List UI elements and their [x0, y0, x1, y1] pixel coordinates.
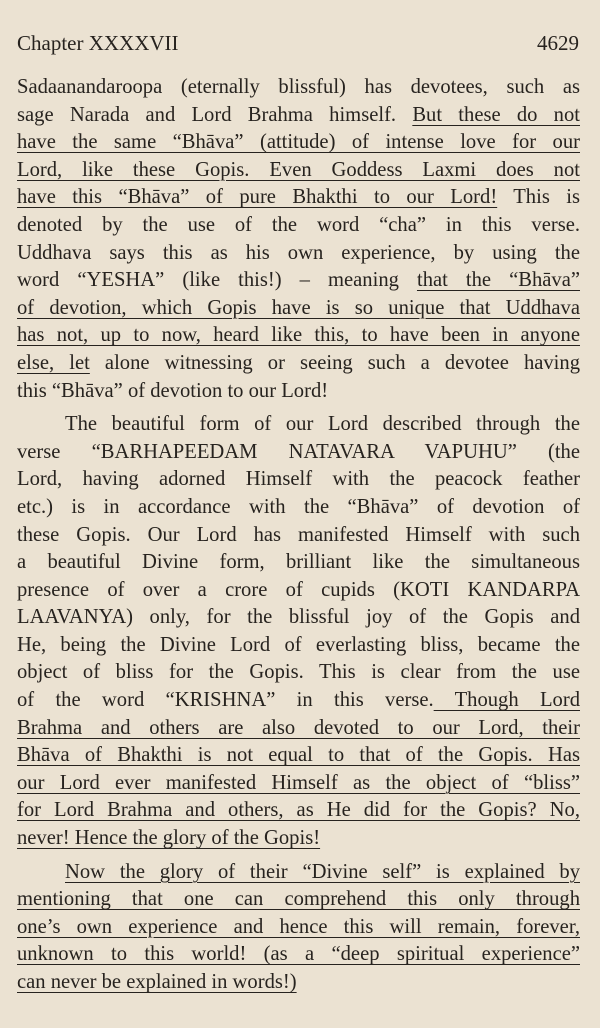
text-segment: object of bliss for the Gopis. This is clear from the use	[17, 661, 580, 684]
text-segment: a beautiful Divine form, brilliant like the simultaneous	[17, 551, 580, 574]
underlined-text: But these do not	[412, 103, 580, 126]
paragraph	[17, 411, 580, 853]
underlined-text: never! Hence the glory of the Gopis!	[17, 827, 321, 850]
text-line	[17, 74, 580, 102]
page-number: 4629	[537, 31, 579, 55]
underlined-text: that the “Bhāva”	[416, 269, 580, 292]
text-segment: Lord, having adorned Himself with the peacock feather	[17, 468, 580, 491]
text-line	[17, 494, 580, 522]
text-segment: etc.) is in accordance with the “Bhāva” of devotion of	[17, 495, 580, 518]
text-line	[17, 715, 580, 743]
underlined-text: can never be explained in words!)	[17, 971, 297, 993]
text-segment: word “YESHA” (like this!) – meaning	[17, 269, 417, 292]
text-line	[17, 267, 580, 295]
text-line	[17, 522, 580, 550]
text-line	[17, 969, 580, 997]
text-line	[17, 466, 580, 494]
text-line	[17, 742, 580, 770]
text-line	[17, 859, 580, 887]
text-line	[17, 632, 580, 660]
underlined-text: of devotion, which Gopis have is so unique that Uddhava	[17, 296, 580, 319]
paragraph	[17, 859, 580, 997]
text-line	[17, 350, 580, 378]
text-line	[17, 770, 580, 798]
text-line	[17, 184, 580, 212]
text-line	[17, 295, 580, 323]
text-line	[17, 604, 580, 632]
text-line	[17, 157, 580, 185]
text-segment: verse “BARHAPEEDAM NATAVARA VAPUHU” (the	[17, 440, 580, 463]
text-line	[17, 411, 580, 439]
text-segment: The beautiful form of our Lord described through the	[65, 413, 580, 436]
text-segment: of the word “KRISHNA” in this verse.	[17, 689, 434, 712]
text-line	[17, 212, 580, 240]
text-line	[17, 825, 580, 853]
text-segment: He, being the Divine Lord of everlasting bliss, became the	[17, 633, 580, 656]
text-line	[17, 941, 580, 969]
underlined-text: Brahma and others are also devoted to our Lord, their	[17, 716, 580, 739]
underlined-text: mentioning that one can comprehend this only through	[17, 888, 580, 911]
text-line	[17, 549, 580, 577]
text-line	[17, 102, 580, 130]
text-line	[17, 659, 580, 687]
text-segment: LAAVANYA) only, for the blissful joy of the Gopis and	[17, 606, 580, 629]
underlined-text: one’s own experience and hence this will remain, forever,	[17, 915, 580, 938]
underlined-text: has not, up to now, heard like this, to have been in anyone	[17, 324, 580, 347]
text-line	[17, 886, 580, 914]
underlined-text: our Lord ever manifested Himself as the object of “bliss”	[17, 771, 580, 794]
underlined-text: Lord, like these Gopis. Even Goddess Laxmi does not	[17, 158, 580, 181]
text-line	[17, 577, 580, 605]
text-line	[17, 797, 580, 825]
text-line	[17, 378, 580, 406]
text-line	[17, 240, 580, 268]
page-body	[17, 74, 580, 1003]
paragraph	[17, 74, 580, 405]
text-line	[17, 322, 580, 350]
text-segment: presence of over a crore of cupids (KOTI KANDARPA	[17, 578, 580, 601]
underlined-text: have this “Bhāva” of pure Bhakthi to our Lord!	[17, 186, 498, 209]
underlined-text: else, let	[17, 351, 90, 374]
text-segment: alone witnessing or seeing such a devotee having	[89, 351, 580, 374]
underlined-text: Now the glory of their “Divine self” is explained by	[65, 860, 580, 883]
text-line	[17, 129, 580, 157]
underlined-text: unknown to this world! (as a “deep spiritual experience”	[17, 943, 580, 966]
underlined-text: for Lord Brahma and others, as He did for the Gopis? No,	[17, 799, 580, 822]
text-segment: this “Bhāva” of devotion to our Lord!	[17, 379, 329, 402]
text-segment: Sadaanandaroopa (eternally blissful) has devotees, such as	[17, 76, 580, 98]
chapter-title: Chapter XXXXVII	[17, 31, 179, 55]
text-line	[17, 914, 580, 942]
text-segment: these Gopis. Our Lord has manifested Himself with such	[17, 523, 580, 546]
running-header	[17, 31, 579, 56]
text-line	[17, 687, 580, 715]
text-segment: sage Narada and Lord Brahma himself.	[17, 103, 413, 126]
text-segment: denoted by the use of the word “cha” in this verse.	[17, 213, 580, 236]
text-line	[17, 439, 580, 467]
text-segment: This is	[497, 186, 580, 209]
underlined-text: have the same “Bhāva” (attitude) of intense love for our	[17, 131, 580, 154]
underlined-text: Though Lord	[433, 689, 580, 712]
text-segment: Uddhava says this as his own experience, by using the	[17, 241, 580, 264]
underlined-text: Bhāva of Bhakthi is not equal to that of the Gopis. Has	[17, 744, 580, 767]
